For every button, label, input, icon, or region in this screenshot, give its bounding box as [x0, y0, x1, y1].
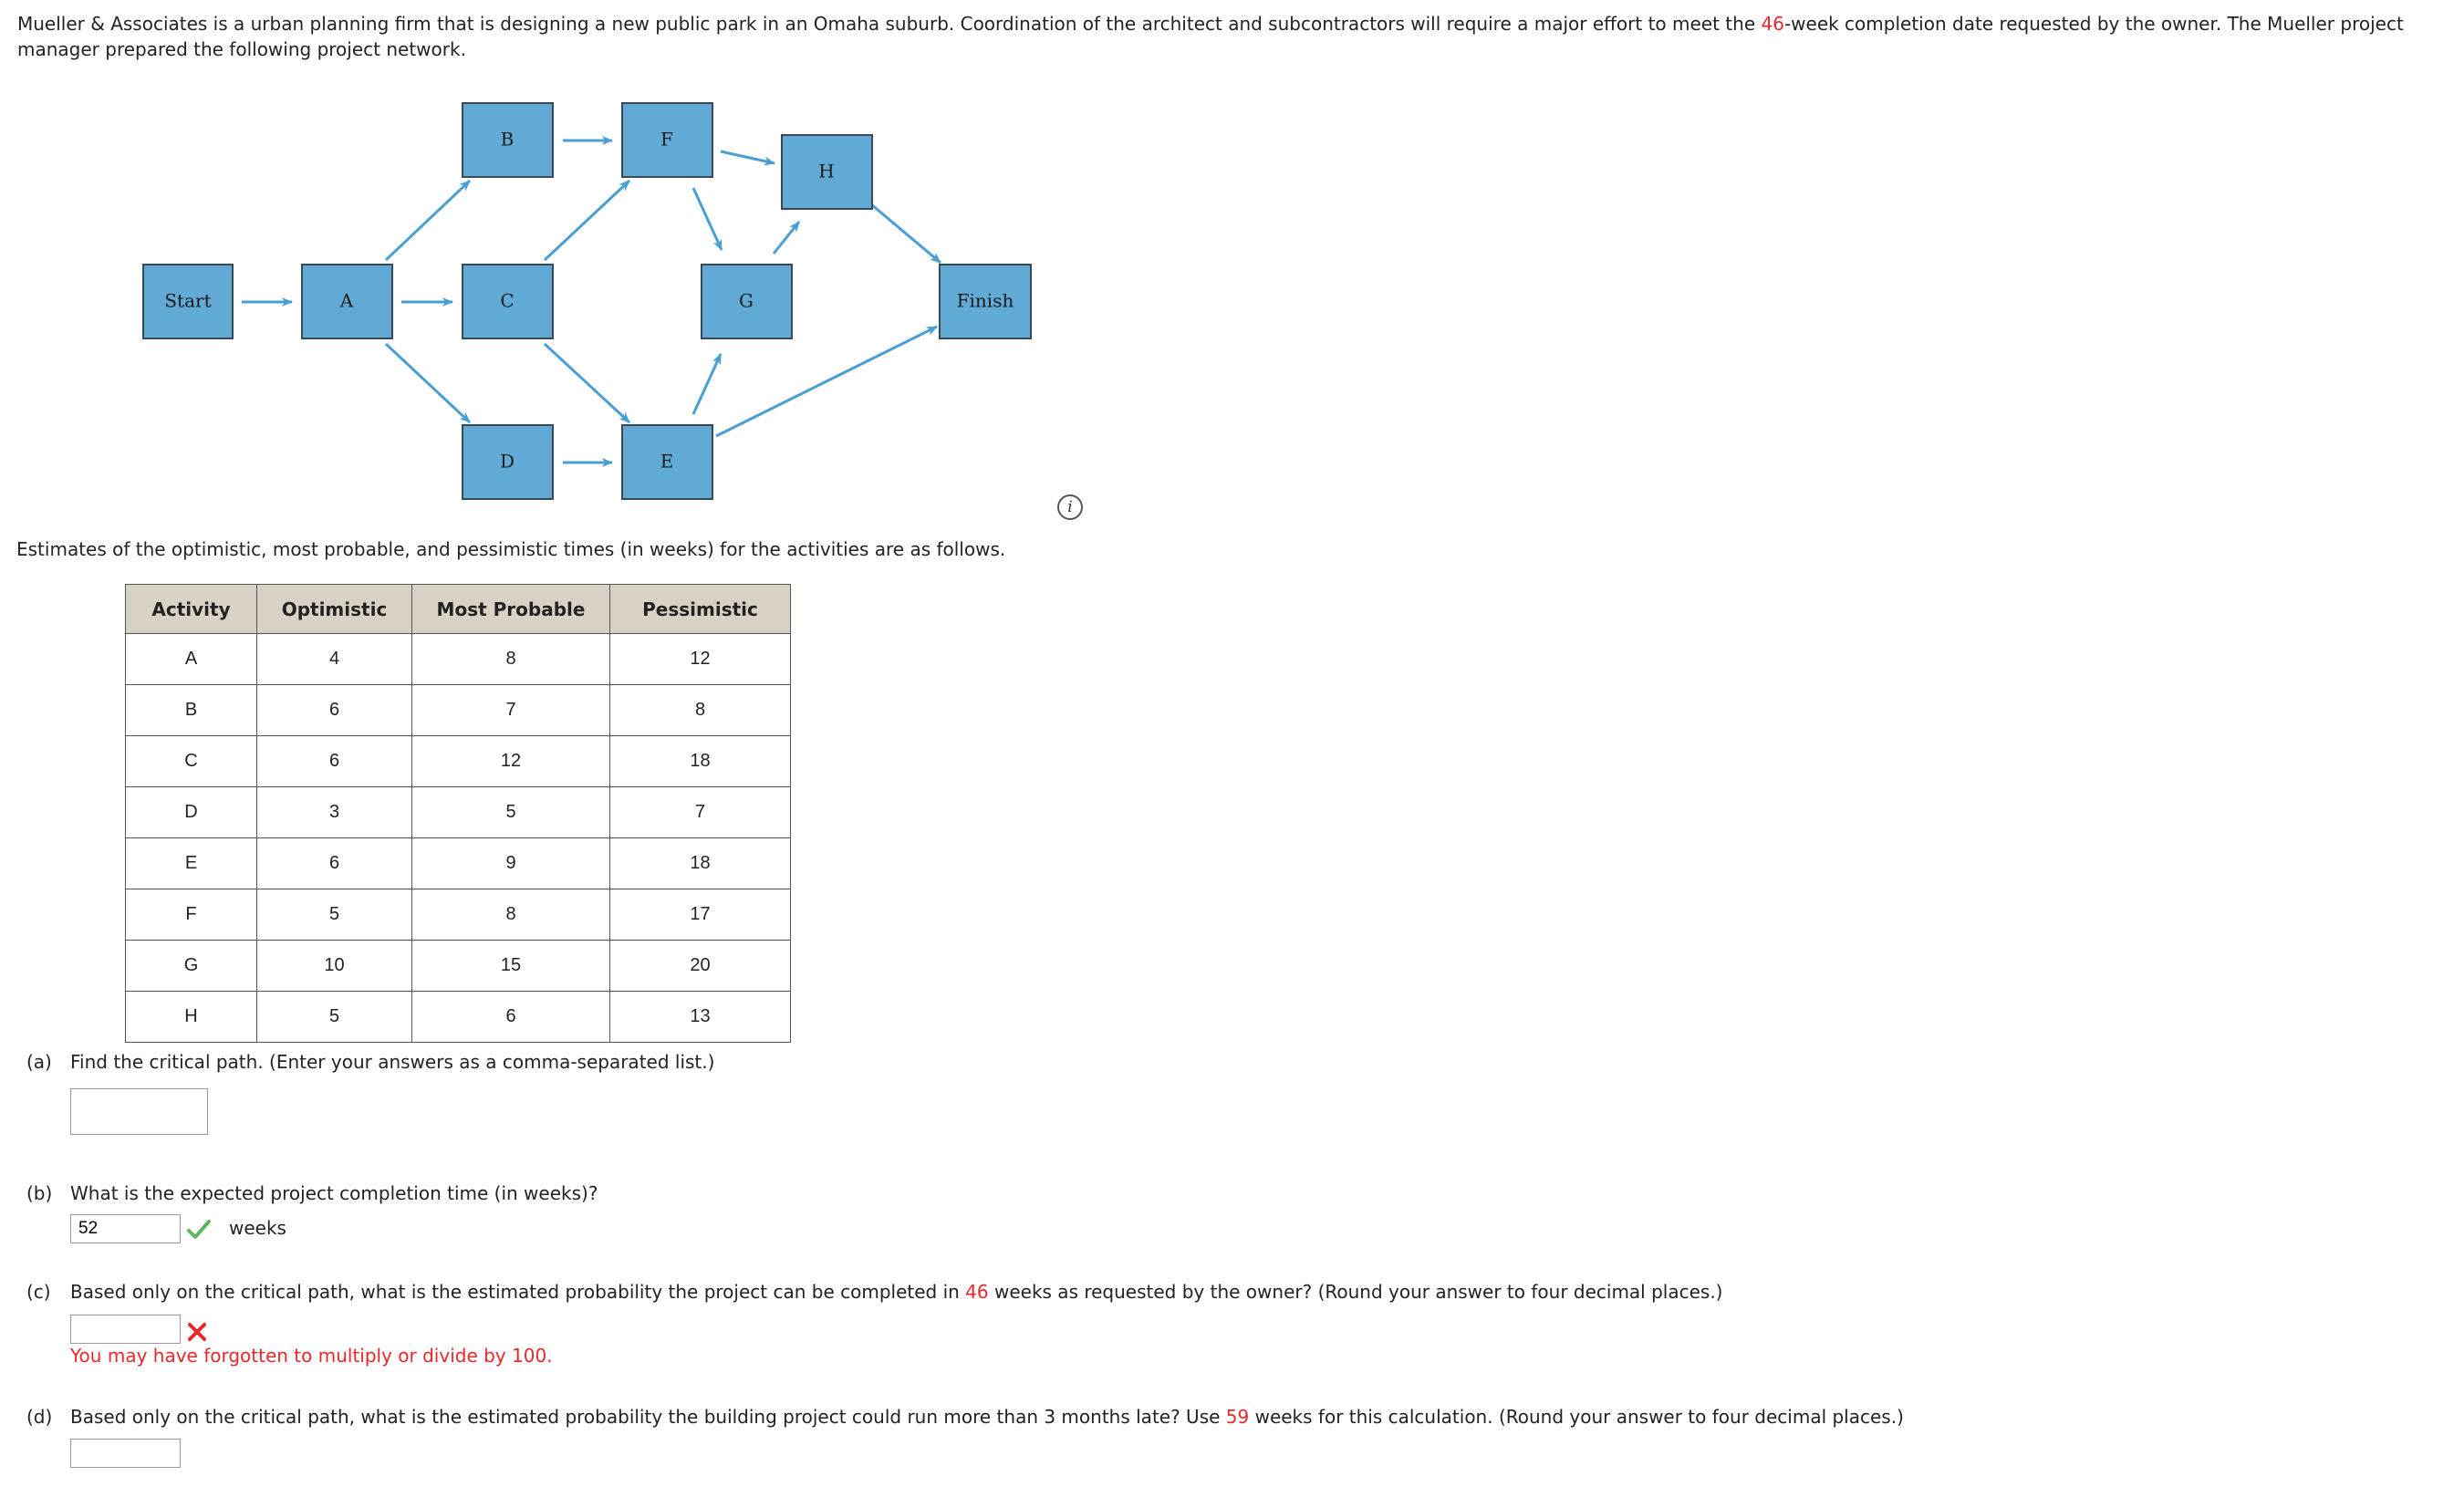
cell-activity: A [126, 634, 257, 685]
cell-most-probable: 7 [412, 685, 610, 736]
intro-text-2: -week completion date requested by the owner. The Mueller project manager prepared the following project network. [17, 13, 2404, 60]
cell-optimistic: 10 [257, 941, 412, 992]
edge-a-b [386, 181, 470, 260]
cell-optimistic: 4 [257, 634, 412, 685]
edge-c-e [545, 344, 629, 422]
node-f-label: F [660, 128, 673, 151]
estimates-text: Estimates of the optimistic, most probable, and pessimistic times (in weeks) for the activities are as follows. [16, 538, 1006, 560]
node-e-label: E [660, 450, 674, 473]
edge-a-d [386, 344, 470, 422]
question-d-text-2: weeks for this calculation. (Round your answer to four decimal places.) [1249, 1406, 1904, 1428]
intro-text-1: Mueller & Associates is a urban planning firm that is designing a new public park in an Omaha suburb. Coordination of the architect and subcontractors will require a major effort to meet the [17, 13, 1762, 35]
node-start-label: Start [164, 289, 212, 312]
node-d [463, 425, 553, 499]
edge-c-f [545, 181, 629, 260]
node-start [143, 265, 233, 338]
question-c-label: (c) [26, 1281, 51, 1303]
table-row [126, 992, 791, 1043]
table-row [126, 838, 791, 889]
node-finish [940, 265, 1031, 338]
cell-activity: D [126, 787, 257, 838]
table-row [126, 889, 791, 941]
cell-pessimistic: 13 [610, 992, 791, 1043]
table-header-row [126, 585, 791, 634]
weeks-unit-label: weeks [229, 1217, 286, 1239]
table-row [126, 787, 791, 838]
node-f [622, 103, 712, 177]
header-most-probable: Most Probable [412, 585, 610, 634]
cell-pessimistic: 7 [610, 787, 791, 838]
critical-path-input[interactable] [70, 1088, 208, 1135]
header-pessimistic: Pessimistic [610, 585, 791, 634]
cell-most-probable: 6 [412, 992, 610, 1043]
cell-pessimistic: 12 [610, 634, 791, 685]
cell-most-probable: 9 [412, 838, 610, 889]
node-g-label: G [739, 289, 754, 312]
node-c-label: C [500, 289, 515, 312]
intro-weeks-value: 46 [1761, 13, 1784, 35]
cell-most-probable: 5 [412, 787, 610, 838]
table-row [126, 685, 791, 736]
question-c-text-2: weeks as requested by the owner? (Round your answer to four decimal places.) [988, 1281, 1723, 1303]
cell-pessimistic: 18 [610, 838, 791, 889]
cell-optimistic: 5 [257, 992, 412, 1043]
edge-e-finish [716, 327, 937, 436]
cell-most-probable: 12 [412, 736, 610, 787]
cell-optimistic: 6 [257, 838, 412, 889]
cell-activity: G [126, 941, 257, 992]
node-b [463, 103, 553, 177]
cell-optimistic: 6 [257, 736, 412, 787]
probability-46-input[interactable] [70, 1315, 181, 1344]
edge-f-h [721, 151, 775, 163]
cell-activity: E [126, 838, 257, 889]
node-c [463, 265, 553, 338]
edge-f-g [693, 188, 722, 250]
estimates-table [125, 584, 791, 1043]
question-d-label: (d) [26, 1406, 53, 1428]
question-c-text-1: Based only on the critical path, what is the estimated probability the project can be completed in [70, 1281, 966, 1303]
question-c [26, 1281, 1723, 1303]
cell-most-probable: 8 [412, 889, 610, 941]
probability-late-input[interactable] [70, 1439, 181, 1468]
question-b [26, 1182, 598, 1204]
cell-pessimistic: 8 [610, 685, 791, 736]
edge-h-finish [871, 204, 941, 263]
node-g [702, 265, 792, 338]
info-icon[interactable]: i [1057, 494, 1083, 520]
check-icon [187, 1219, 211, 1241]
table-row [126, 941, 791, 992]
cell-pessimistic: 20 [610, 941, 791, 992]
cell-pessimistic: 17 [610, 889, 791, 941]
question-a-text: Find the critical path. (Enter your answers as a comma-separated list.) [70, 1051, 715, 1073]
cell-most-probable: 8 [412, 634, 610, 685]
node-a-label: A [339, 289, 354, 312]
question-d [26, 1406, 1904, 1428]
header-activity: Activity [126, 585, 257, 634]
node-finish-label: Finish [956, 289, 1014, 312]
cell-activity: B [126, 685, 257, 736]
question-d-text-1: Based only on the critical path, what is the estimated probability the building project could run more than 3 months late? Use [70, 1406, 1226, 1428]
edge-e-g [693, 354, 721, 414]
question-a [26, 1051, 714, 1073]
edge-g-h [774, 222, 799, 254]
cell-most-probable: 15 [412, 941, 610, 992]
feedback-message: You may have forgotten to multiply or divide by 100. [70, 1345, 553, 1367]
node-a [302, 265, 392, 338]
table-row [126, 634, 791, 685]
node-d-label: D [499, 450, 515, 473]
node-b-label: B [500, 128, 515, 151]
node-h-label: H [818, 160, 835, 182]
cell-optimistic: 3 [257, 787, 412, 838]
question-a-label: (a) [26, 1051, 52, 1073]
node-e [622, 425, 712, 499]
cell-activity: F [126, 889, 257, 941]
question-c-weeks-value: 46 [965, 1281, 989, 1303]
cell-optimistic: 6 [257, 685, 412, 736]
question-b-label: (b) [26, 1182, 53, 1204]
cell-activity: H [126, 992, 257, 1043]
cell-pessimistic: 18 [610, 736, 791, 787]
completion-time-input[interactable] [70, 1214, 181, 1243]
cell-activity: C [126, 736, 257, 787]
node-h [782, 135, 872, 209]
question-d-weeks-value: 59 [1225, 1406, 1250, 1428]
table-row [126, 736, 791, 787]
cross-icon [187, 1322, 207, 1342]
question-b-text: What is the expected project completion time (in weeks)? [70, 1182, 598, 1204]
project-network-diagram [0, 0, 1095, 511]
header-optimistic: Optimistic [257, 585, 412, 634]
cell-optimistic: 5 [257, 889, 412, 941]
